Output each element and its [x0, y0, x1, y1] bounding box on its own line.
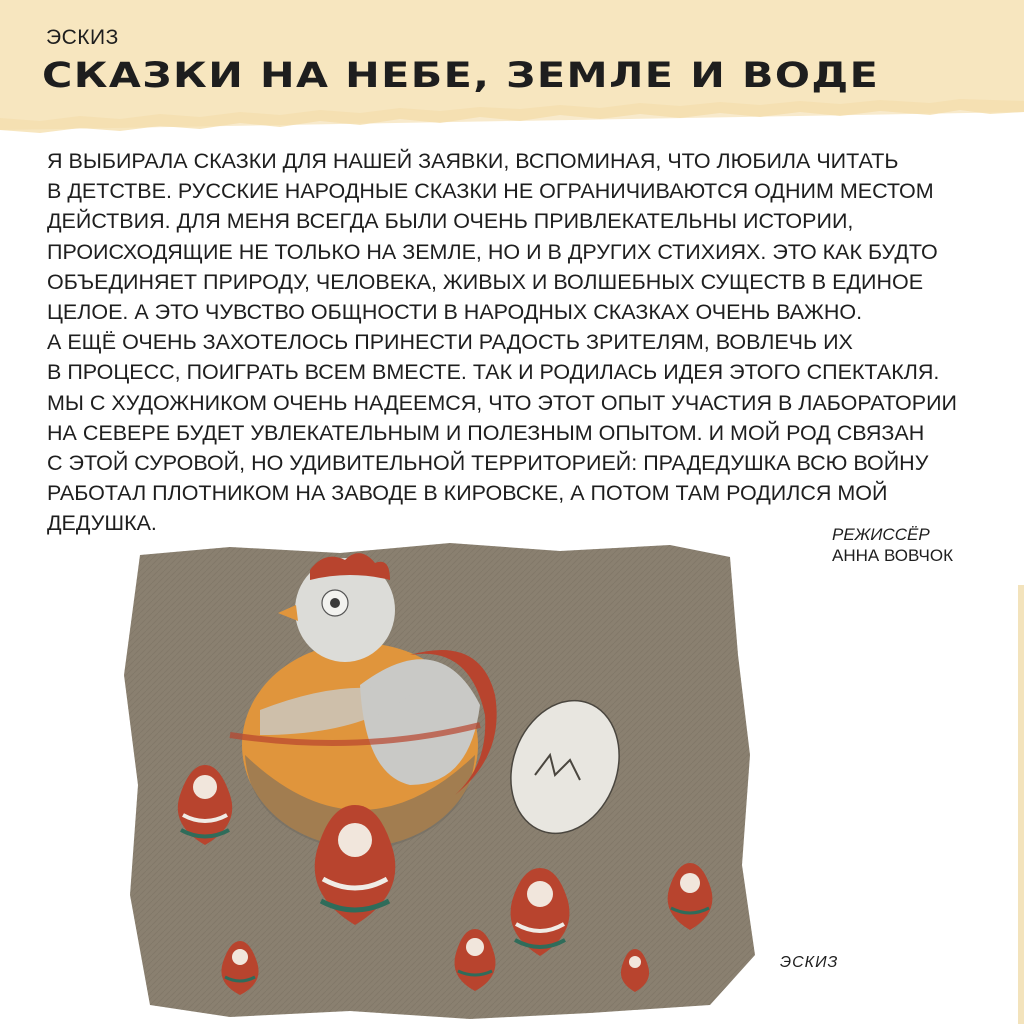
page-edge-strip — [1018, 585, 1024, 1024]
body-line: ОБЪЕДИНЯЕТ ПРИРОДУ, ЧЕЛОВЕКА, ЖИВЫХ И ВОЛШЕБНЫХ СУЩЕСТВ В ЕДИНОЕ — [47, 269, 924, 294]
body-line: В ПРОЦЕСС, ПОИГРАТЬ ВСЕМ ВМЕСТЕ. ТАК И РОДИЛАСЬ ИДЕЯ ЭТОГО СПЕКТАКЛЯ. — [47, 360, 940, 385]
body-line: Я ВЫБИРАЛА СКАЗКИ ДЛЯ НАШЕЙ ЗАЯВКИ, ВСПОМИНАЯ, ЧТО ЛЮБИЛА ЧИТАТЬ — [47, 149, 899, 173]
body-line: МЫ С ХУДОЖНИКОМ ОЧЕНЬ НАДЕЕМСЯ, ЧТО ЭТОТ ОПЫТ УЧАСТИЯ В ЛАБОРАТОРИИ — [47, 390, 958, 415]
body-line: ДЕДУШКА. — [47, 511, 157, 536]
header-kicker: ЭСКИЗ — [46, 26, 119, 49]
credit-role: РЕЖИССЁР — [832, 525, 930, 544]
body-line: В ДЕТСТВЕ. РУССКИЕ НАРОДНЫЕ СКАЗКИ НЕ ОГРАНИЧИВАЮТСЯ ОДНИМ МЕСТОМ — [47, 179, 934, 204]
body-line: С ЭТОЙ СУРОВОЙ, НО УДИВИТЕЛЬНОЙ ТЕРРИТОРИЕЙ: ПРАДЕДУШКА ВСЮ ВОЙНУ — [47, 451, 929, 476]
sketch-caption: ЭСКИЗ — [780, 954, 839, 971]
body-line: А ЕЩЁ ОЧЕНЬ ЗАХОТЕЛОСЬ ПРИНЕСТИ РАДОСТЬ ЗРИТЕЛЯМ, ВОВЛЕЧЬ ИХ — [47, 330, 853, 355]
body-paragraph — [47, 146, 997, 539]
body-line: ДЕЙСТВИЯ. ДЛЯ МЕНЯ ВСЕГДА БЫЛИ ОЧЕНЬ ПРИВЛЕКАТЕЛЬНЫ ИСТОРИИ, — [47, 209, 854, 234]
body-line: ПРОИСХОДЯЩИЕ НЕ ТОЛЬКО НА ЗЕМЛЕ, НО И В ДРУГИХ СТИХИЯХ. ЭТО КАК БУДТО — [47, 239, 938, 264]
body-line: НА СЕВЕРЕ БУДЕТ УВЛЕКАТЕЛЬНЫМ И ПОЛЕЗНЫМ ОПЫТОМ. И МОЙ РОД СВЯЗАН — [47, 420, 925, 445]
sketch-illustration — [110, 535, 810, 1024]
body-line: РАБОТАЛ ПЛОТНИКОМ НА ЗАВОДЕ В КИРОВСКЕ, А ПОТОМ ТАМ РОДИЛСЯ МОЙ — [47, 481, 888, 506]
credit-name: АННА ВОВЧОК — [832, 546, 953, 565]
body-line: ЦЕЛОЕ. А ЭТО ЧУВСТВО ОБЩНОСТИ В НАРОДНЫХ СКАЗКАХ ОЧЕНЬ ВАЖНО. — [47, 300, 863, 325]
author-credit — [832, 524, 953, 566]
page-title: СКАЗКИ НА НЕБЕ, ЗЕМЛЕ И ВОДЕ — [42, 56, 880, 96]
